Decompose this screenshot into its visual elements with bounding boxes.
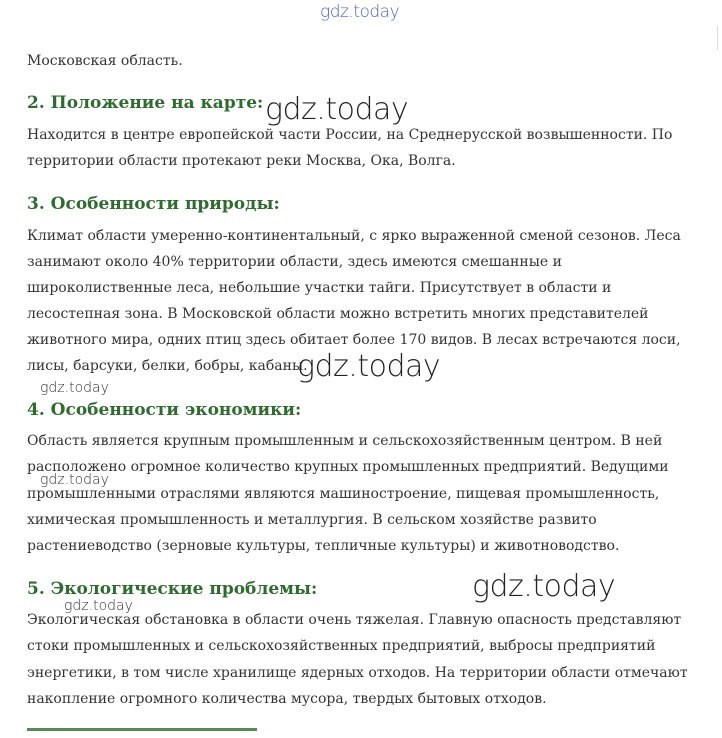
section-line: животного мира, одних птиц здесь обитает более 170 видов. В лесах встречаются лоси, xyxy=(27,332,681,348)
watermark-large: gdz.today xyxy=(265,92,409,127)
intro-line: Московская область. xyxy=(27,53,183,69)
section-line: Находится в центре европейской части России, на Среднерусской возвышенности. По xyxy=(27,127,673,143)
section-line: расположено огромное количество крупных промышленных предприятий. Ведущими xyxy=(27,459,669,475)
section-line: занимают около 40% территории области, здесь имеются смешанные и xyxy=(27,254,562,270)
section-line: накопление огромного количества мусора, твердых бытовых отходов. xyxy=(27,691,547,707)
section-line: территории области протекают реки Москва, Ока, Волга. xyxy=(27,153,456,169)
section-heading-map-position: 2. Положение на карте: xyxy=(27,93,264,113)
watermark-large: gdz.today xyxy=(472,569,616,604)
watermark-small: gdz.today xyxy=(40,380,109,396)
section-line: промышленными отраслями являются машиностроение, пищевая промышленность, xyxy=(27,486,660,502)
section-line: Экологическая обстановка в области очень тяжелая. Главную опасность представляют xyxy=(27,612,682,628)
watermark-small: gdz.today xyxy=(40,472,109,488)
section-line: энергетики, в том числе хранилище ядерных отходов. На территории области отмечают xyxy=(27,665,688,681)
section-line: стоки промышленных и сельскохозяйственных предприятий, выбросы предприятий xyxy=(27,638,656,654)
section-line: лесостепная зона. В Московской области можно встретить многих представителей xyxy=(27,306,649,322)
section-line: Область является крупным промышленным и сельскохозяйственным центром. В ней xyxy=(27,433,663,449)
section-heading-ecology: 5. Экологические проблемы: xyxy=(27,579,318,599)
section-heading-economy: 4. Особенности экономики: xyxy=(27,400,302,420)
section-line: химическая промышленность и металлургия. В сельском хозяйстве развито xyxy=(27,512,597,528)
section-heading-nature: 3. Особенности природы: xyxy=(27,194,280,214)
section-line: растениеводство (зерновые культуры, тепличные культуры) и животноводство. xyxy=(27,538,620,554)
scrollbar-edge[interactable] xyxy=(717,26,722,50)
watermark-small: gdz.today xyxy=(64,598,133,614)
section-line: Климат области умеренно-континентальный, с ярко выраженной сменой сезонов. Леса xyxy=(27,228,681,244)
section-line: лисы, барсуки, белки, бобры, кабаны. xyxy=(27,358,308,374)
section-line: широколиственные леса, небольшие участки тайги. Присутствует в области и xyxy=(27,280,612,296)
watermark-top: gdz.today xyxy=(320,2,400,22)
watermark-large: gdz.today xyxy=(297,349,441,384)
next-heading-cutoff xyxy=(27,728,267,738)
